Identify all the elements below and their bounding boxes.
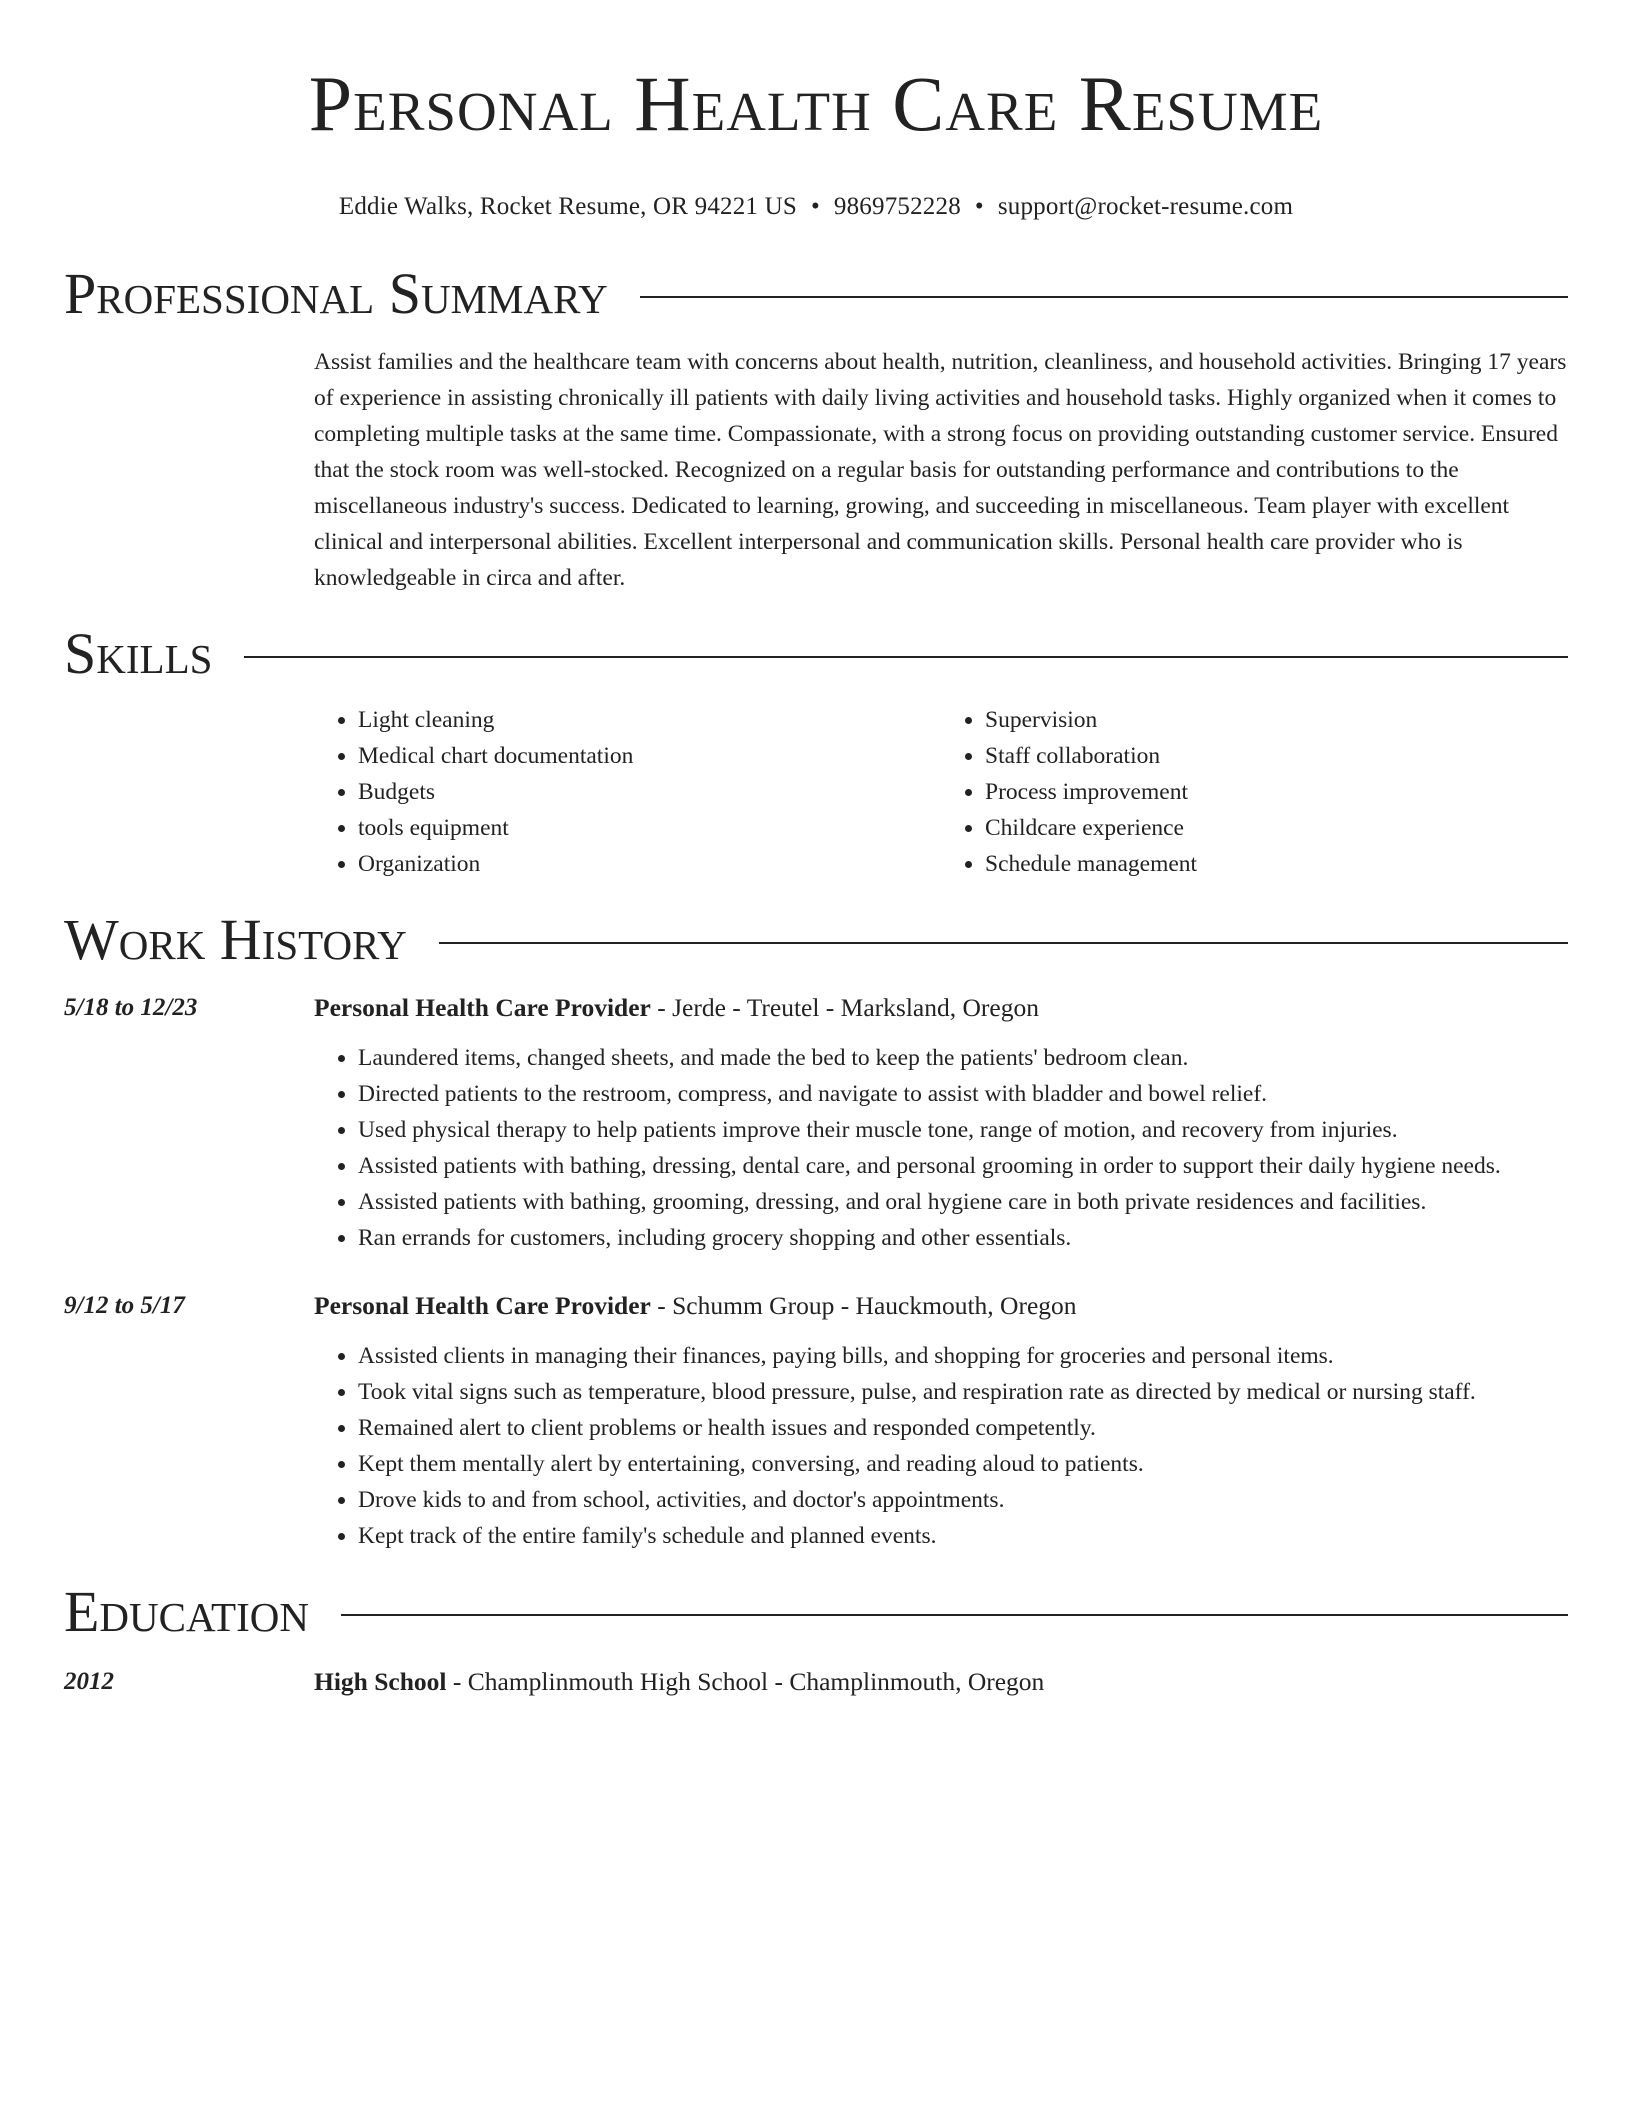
- education-section-header: [64, 1580, 1568, 1644]
- job-title: [314, 1288, 1077, 1324]
- section-title-summary: Professional Summary: [64, 261, 608, 326]
- summary-text: Assist families and the healthcare team with concerns about health, nutrition, cleanliness, and household activities. Bringing 17 years of experience in assisting chronically ill patients with daily living activities and household tasks. Highly organized when it comes to completing multiple tasks at the same time. Compassionate, with a strong focus on providing outstanding customer service. Ensured that the stock room was well-stocked. Recognized on a regular basis for outstanding performance and contributions to the miscellaneous industry's success. Dedicated to learning, growing, and succeeding in miscellaneous. Team player with excellent clinical and interpersonal abilities. Excellent interpersonal and communication skills. Personal health care provider who is knowledgeable in circa and after.: [314, 349, 1567, 591]
- education-detail: - Champlinmouth High School - Champlinmouth, Oregon: [446, 1667, 1045, 1696]
- skill-item: • Process improvement: [985, 774, 1568, 810]
- section-divider: [640, 296, 1568, 298]
- job-role: Personal Health Care Provider: [314, 993, 651, 1022]
- section-divider: [439, 942, 1568, 944]
- contact-line: [64, 192, 1568, 222]
- job-bullet: • Used physical therapy to help patients improve their muscle tone, range of motion, and recovery from injuries.: [358, 1112, 1568, 1148]
- skill-item: • Childcare experience: [985, 810, 1568, 846]
- job-bullets: [314, 1040, 1568, 1256]
- section-divider: [341, 1614, 1568, 1616]
- skills-column-left: [314, 702, 941, 882]
- job-entry-header: [64, 990, 1568, 1026]
- contact-email: support@rocket-resume.com: [997, 193, 1294, 220]
- job-bullet: • Kept track of the entire family's schedule and planned events.: [358, 1518, 1568, 1554]
- job-date: 9/12 to 5/17: [64, 1292, 185, 1319]
- skill-item: • tools equipment: [358, 810, 941, 846]
- job-title: [314, 990, 1039, 1026]
- education-degree: High School: [314, 1667, 447, 1696]
- job-bullet: • Ran errands for customers, including grocery shopping and other essentials.: [358, 1220, 1568, 1256]
- job-detail: - Jerde - Treutel - Marksland, Oregon: [650, 993, 1039, 1022]
- education-date: 2012: [64, 1668, 114, 1695]
- contact-separator: •: [974, 193, 984, 220]
- job-bullet: • Remained alert to client problems or health issues and responded competently.: [358, 1410, 1568, 1446]
- contact-address: Eddie Walks, Rocket Resume, OR 94221 US: [338, 193, 797, 220]
- job-bullet: • Took vital signs such as temperature, blood pressure, pulse, and respiration rate as directed by medical or nursing staff.: [358, 1374, 1568, 1410]
- skills-column-right: [941, 702, 1568, 882]
- section-divider: [244, 656, 1568, 658]
- contact-phone: 9869752228: [833, 193, 961, 220]
- job-bullet: • Directed patients to the restroom, compress, and navigate to assist with bladder and bowel relief.: [358, 1076, 1568, 1112]
- job-entry-header: [64, 1288, 1568, 1324]
- resume-title: Personal Health Care Resume: [308, 60, 1324, 147]
- job-detail: - Schumm Group - Hauckmouth, Oregon: [650, 1291, 1077, 1320]
- skill-item: • Schedule management: [985, 846, 1568, 882]
- work-section-header: [64, 908, 1568, 972]
- job-bullet: • Laundered items, changed sheets, and made the bed to keep the patients' bedroom clean.: [358, 1040, 1568, 1076]
- skill-item: • Light cleaning: [358, 702, 941, 738]
- education-entry: [64, 1664, 1568, 1700]
- job-bullet: • Assisted patients with bathing, grooming, dressing, and oral hygiene care in both private residences and facilities.: [358, 1184, 1568, 1220]
- skills-section-header: [64, 622, 1568, 686]
- skill-item: • Budgets: [358, 774, 941, 810]
- contact-separator: •: [810, 193, 820, 220]
- education-title: [314, 1664, 1044, 1700]
- job-role: Personal Health Care Provider: [314, 1291, 651, 1320]
- skill-item: • Staff collaboration: [985, 738, 1568, 774]
- job-bullet: • Drove kids to and from school, activities, and doctor's appointments.: [358, 1482, 1568, 1518]
- job-bullets: [314, 1338, 1568, 1554]
- job-date: 5/18 to 12/23: [64, 994, 198, 1021]
- job-bullet: • Assisted patients with bathing, dressing, dental care, and personal grooming in order to support their daily hygiene needs.: [358, 1148, 1568, 1184]
- job-bullet: • Kept them mentally alert by entertaining, conversing, and reading aloud to patients.: [358, 1446, 1568, 1482]
- skill-item: • Organization: [358, 846, 941, 882]
- summary-section-header: [64, 262, 1568, 326]
- job-bullet: • Assisted clients in managing their finances, paying bills, and shopping for groceries and personal items.: [358, 1338, 1568, 1374]
- section-title-work: Work History: [64, 907, 407, 972]
- skill-item: • Supervision: [985, 702, 1568, 738]
- skills-list: [314, 702, 1568, 882]
- section-title-education: Education: [64, 1579, 309, 1644]
- section-title-skills: Skills: [64, 621, 213, 686]
- skill-item: • Medical chart documentation: [358, 738, 941, 774]
